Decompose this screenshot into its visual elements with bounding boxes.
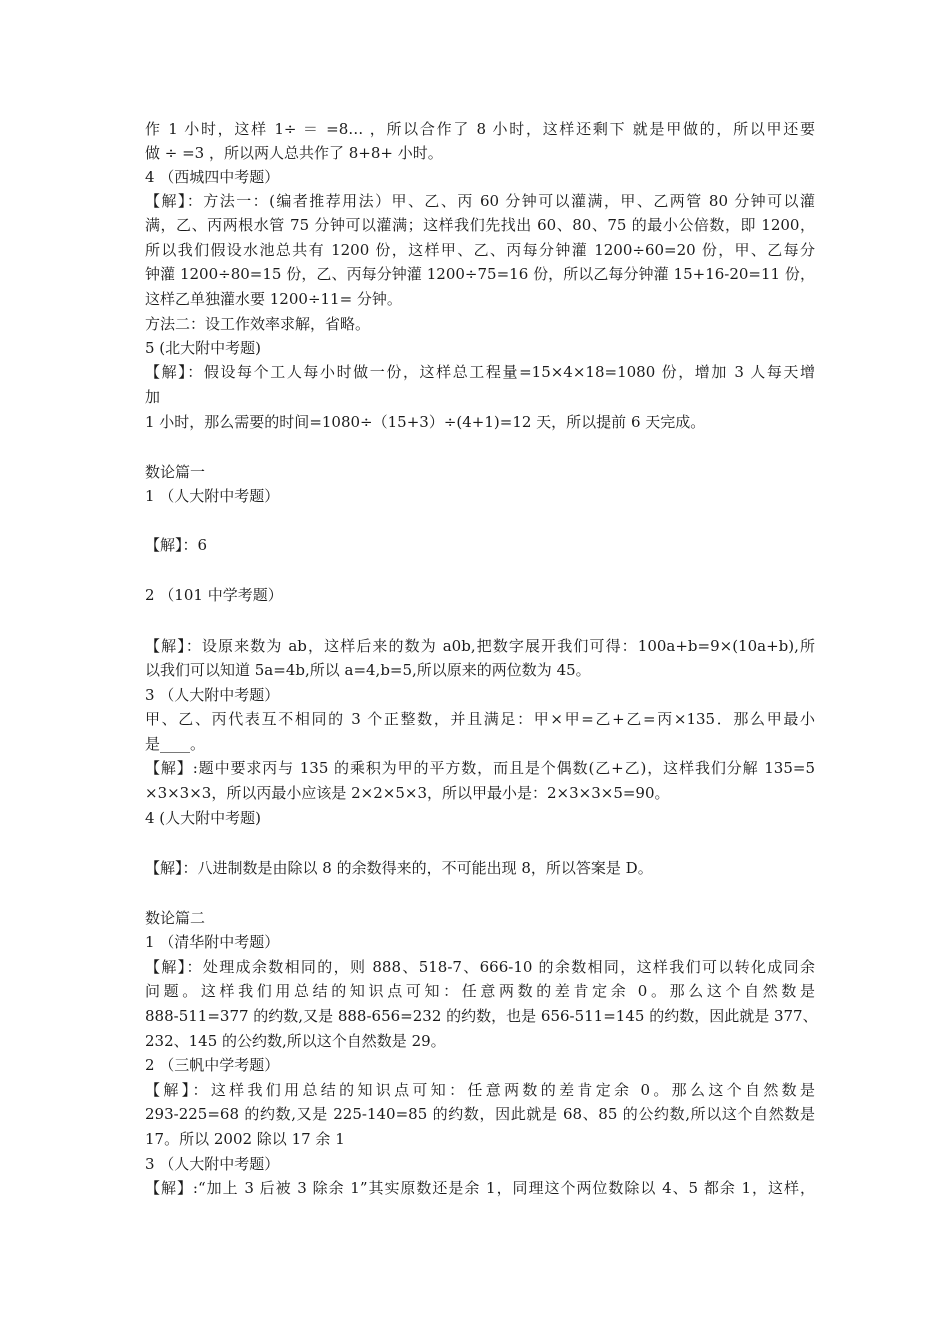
text-line: 方法二：设工作效率求解，省略。 xyxy=(145,315,371,333)
text-line: 【解】：这样我们用总结的知识点可知：任意两数的差肯定余 0。那么这个自然数是 xyxy=(145,1081,815,1099)
text-line: 加 xyxy=(145,388,161,406)
text-line: 【解】:题中要求丙与 135 的乘积为甲的平方数，而且是个偶数(乙+乙)，这样我们分解 135=5 xyxy=(145,759,815,777)
text-line: 232、145 的公约数,所以这个自然数是 29。 xyxy=(145,1032,446,1050)
section-title: 数论篇二 xyxy=(145,909,206,927)
text-line: 满，乙、丙两根水管 75 分钟可以灌满；这样我们先找出 60、80、75 的最小公倍数，即 1200， xyxy=(145,216,815,234)
text-line: 【解】：设原来数为 ab，这样后来的数为 a0b,把数字展开我们可得：100a+b=9×(10a+b),所 xyxy=(145,637,815,655)
text-line: 【解】：八进制数是由除以 8 的余数得来的，不可能出现 8，所以答案是 D。 xyxy=(145,859,653,877)
text-line: 【解】：方法一：(编者推荐用法）甲、乙、丙 60 分钟可以灌满，甲、乙两管 80 分钟可以灌 xyxy=(145,192,815,210)
text-line: 这样乙单独灌水要 1200÷11= 分钟。 xyxy=(145,290,402,308)
question-heading: 1 （人大附中考题） xyxy=(145,487,280,505)
question-heading: 3 （人大附中考题） xyxy=(145,686,280,704)
section-title: 数论篇一 xyxy=(145,463,206,481)
text-line: 所以我们假设水池总共有 1200 份，这样甲、乙、丙每分钟灌 1200÷60=20 份，甲、乙每分 xyxy=(145,241,815,259)
text-line: 17。所以 2002 除以 17 余 1 xyxy=(145,1130,345,1148)
question-heading: 2 （101 中学考题） xyxy=(145,586,283,604)
text-line: 甲、乙、丙代表互不相同的 3 个正整数，并且满足：甲×甲=乙+乙=丙×135．那么甲最小 xyxy=(145,710,815,728)
question-heading: 5 (北大附中考题) xyxy=(145,339,262,357)
text-line: 钟灌 1200÷80=15 份，乙、丙每分钟灌 1200÷75=16 份，所以乙每分钟灌 15+16-20=11 份， xyxy=(145,265,815,283)
question-heading: 3 （人大附中考题） xyxy=(145,1155,280,1173)
question-heading: 2 （三帆中学考题） xyxy=(145,1056,280,1074)
text-line: 做 ÷ =3 ，所以两人总共作了 8+8+ 小时。 xyxy=(145,144,443,162)
text-line: 作 1 小时，这样 1÷ ＝ =8… ，所以合作了 8 小时，这样还剩下 就是甲做的，所以甲还要 xyxy=(145,120,815,138)
text-line: 【解】:“加上 3 后被 3 除余 1”其实原数还是余 1，同理这个两位数除以 4、5 都余 1，这样， xyxy=(145,1179,815,1197)
question-heading: 4 (人大附中考题) xyxy=(145,809,262,827)
question-heading: 4 （西城四中考题） xyxy=(145,168,280,186)
text-line: 是____。 xyxy=(145,735,206,753)
question-heading: 1 （清华附中考题） xyxy=(145,933,280,951)
text-line: 1 小时，那么需要的时间=1080÷（15+3）÷(4+1)=12 天，所以提前 6 天完成。 xyxy=(145,413,706,431)
text-line: 【解】：处理成余数相同的，则 888、518-7、666-10 的余数相同，这样我们可以转化成同余 xyxy=(145,958,815,976)
text-line: 888-511=377 的约数,又是 888-656=232 的约数，也是 656-511=145 的约数，因此就是 377、 xyxy=(145,1007,818,1025)
text-line: 以我们可以知道 5a=4b,所以 a=4,b=5,所以原来的两位数为 45。 xyxy=(145,661,591,679)
text-line: ×3×3×3，所以丙最小应该是 2×2×5×3，所以甲最小是：2×3×3×5=90。 xyxy=(145,784,670,802)
text-line: 【解】：6 xyxy=(145,536,208,554)
text-line: 293-225=68 的约数,又是 225-140=85 的约数，因此就是 68、85 的公约数,所以这个自然数是 xyxy=(145,1105,815,1123)
text-line: 【解】：假设每个工人每小时做一份，这样总工程量=15×4×18=1080 份，增加 3 人每天增 xyxy=(145,363,815,381)
text-line: 问题。这样我们用总结的知识点可知：任意两数的差肯定余 0。那么这个自然数是 xyxy=(145,982,815,1000)
